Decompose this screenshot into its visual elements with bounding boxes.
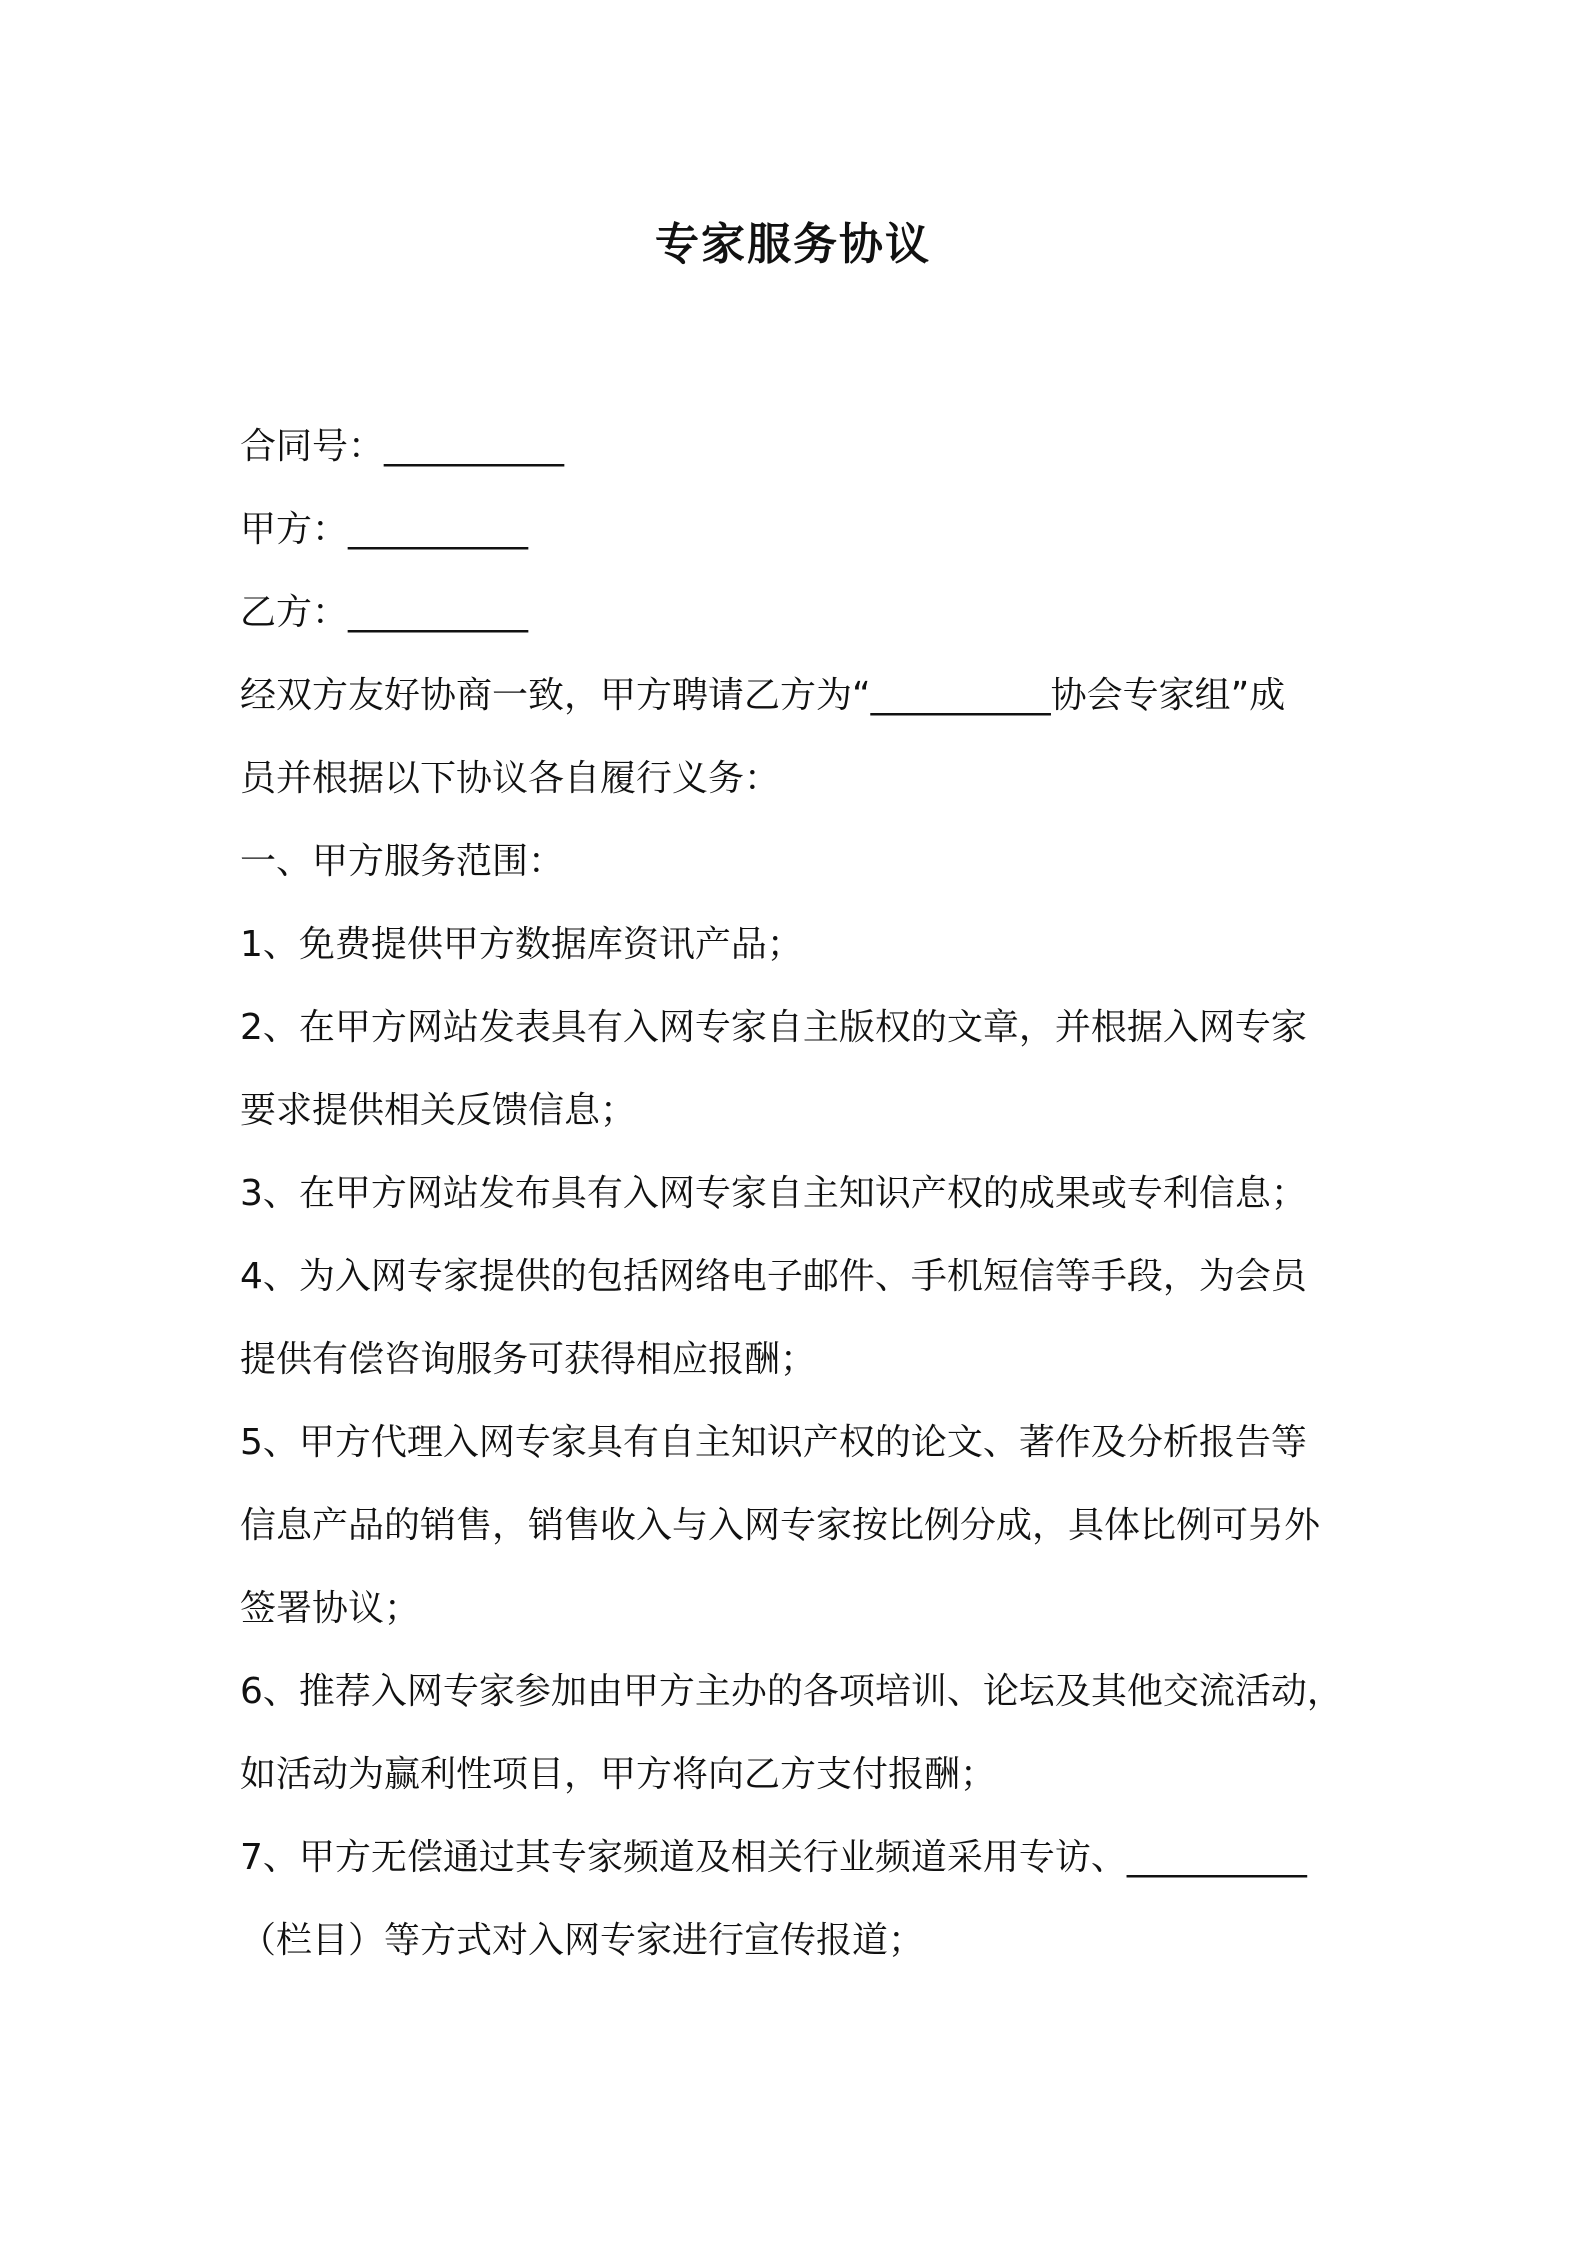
contract-number-line: 合同号：__________ <box>240 426 565 467</box>
clause-4-line-2: 提供有偿咨询服务可获得相应报酬； <box>240 1339 817 1380</box>
clause-1: 1、免费提供甲方数据库资讯产品； <box>240 924 803 965</box>
clause-3: 3、在甲方网站发布具有入网专家自主知识产权的成果或专利信息； <box>240 1173 1307 1214</box>
clause-6-line-1: 6、推荐入网专家参加由甲方主办的各项培训、论坛及其他交流活动， <box>240 1671 1343 1712</box>
intro-paragraph-line-2: 员并根据以下协议各自履行义务： <box>240 758 781 799</box>
clause-5-line-1: 5、甲方代理入网专家具有自主知识产权的论文、著作及分析报告等 <box>240 1422 1307 1463</box>
party-a-line: 甲方：__________ <box>240 509 529 550</box>
party-b-line: 乙方：__________ <box>240 592 529 633</box>
document-title: 专家服务协议 <box>655 219 931 270</box>
clause-2-line-1: 2、在甲方网站发表具有入网专家自主版权的文章，并根据入网专家 <box>240 1007 1307 1048</box>
clause-5-line-3: 签署协议； <box>240 1588 421 1629</box>
clause-7-line-2: （栏目）等方式对入网专家进行宣传报道； <box>240 1920 925 1961</box>
clause-5-line-2: 信息产品的销售，销售收入与入网专家按比例分成，具体比例可另外 <box>240 1505 1321 1546</box>
clause-6-line-2: 如活动为赢利性项目，甲方将向乙方支付报酬； <box>240 1754 997 1795</box>
intro-paragraph-line-1: 经双方友好协商一致，甲方聘请乙方为“__________协会专家组”成 <box>240 675 1286 716</box>
document-body <box>240 405 1355 1982</box>
section-heading: 一、甲方服务范围： <box>240 841 565 882</box>
clause-4-line-1: 4、为入网专家提供的包括网络电子邮件、手机短信等手段，为会员 <box>240 1256 1307 1297</box>
clause-2-line-2: 要求提供相关反馈信息； <box>240 1090 637 1131</box>
clause-7-line-1: 7、甲方无偿通过其专家频道及相关行业频道采用专访、__________ <box>240 1837 1307 1878</box>
